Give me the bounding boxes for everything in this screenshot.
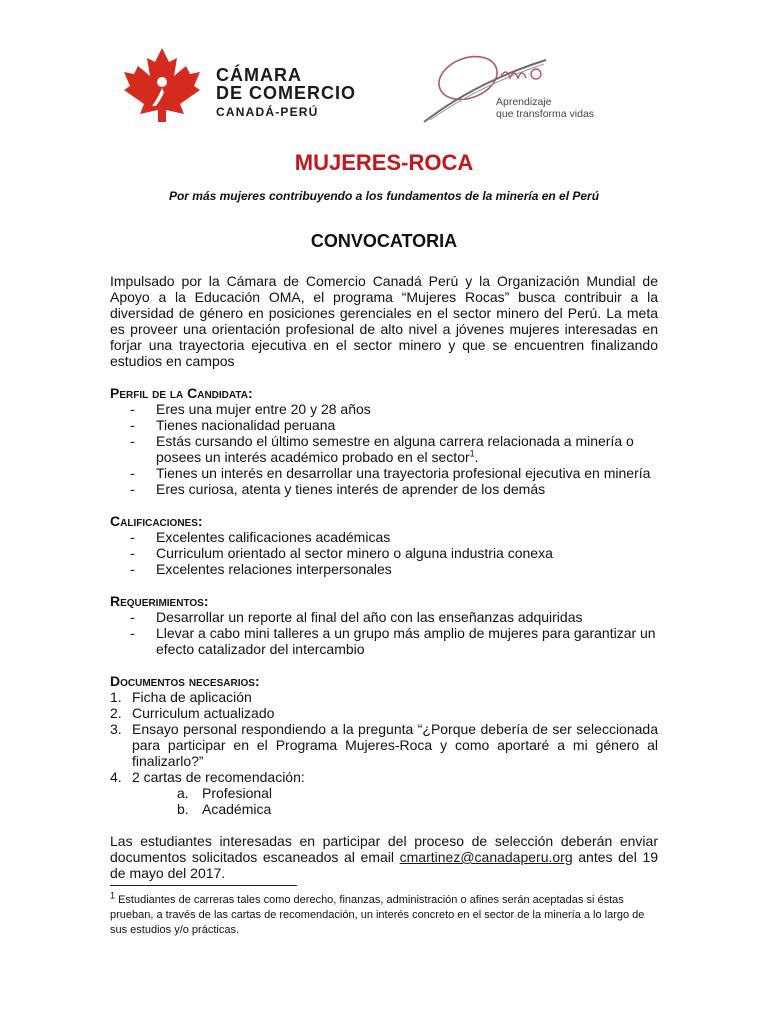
oma-tagline-2: que transforma vidas (496, 108, 595, 120)
list-item: - Eres curiosa, atenta y tienes interés de aprender de los demás (110, 481, 658, 497)
list-item: - Estás cursando el último semestre en alguna carrera relacionada a minería o posees un interés académico probado en el sector$^1$. (110, 433, 658, 465)
section-heading: Calificaciones: (110, 513, 203, 529)
section-heading: Requerimientos: (110, 593, 209, 609)
section-heading: Perfil de la Candidata: (110, 385, 253, 401)
footnote-mark: 1 (110, 890, 116, 901)
list-item: - Tienes nacionalidad peruana (110, 417, 658, 433)
oma-logo (416, 42, 620, 128)
list-item: - Llevar a cabo mini talleres a un grupo más amplio de mujeres para garantizar un efecto catalizador del intercambio (110, 625, 658, 657)
footnote (110, 890, 650, 938)
page-title: MUJERES-ROCA (294, 150, 474, 175)
sub-list-item: a. Profesional (177, 785, 273, 801)
footnote-ref: 1 (469, 448, 475, 459)
sub-list-item: b. Académica (177, 801, 272, 817)
list-item: 2. Curriculum actualizado (110, 705, 275, 721)
camara-comercio-logo (122, 46, 372, 122)
footnote-text: Estudiantes de carreras tales como derecho, finanzas, administración o afines serán aceptadas si éstas prueban, a través de las cartas de recomendación, un interés concreto en el sector de la minería a lo largo de sus estudios y/o prácticas. (110, 894, 645, 936)
list-item: 1. Ficha de aplicación (110, 689, 252, 705)
section-heading-convocatoria: CONVOCATORIA (310, 231, 458, 251)
section-calificaciones (110, 513, 658, 577)
closing-paragraph: Las estudiantes interesadas en participar del proceso de selección deberán enviar documentos solicitados escaneados al email cmartinez@canadaperu.org antes del 19 de mayo del 2017. (110, 833, 659, 881)
section-perfil (110, 385, 658, 497)
section-heading: Documentos necesarios: (110, 673, 260, 689)
section-requerimientos (110, 593, 658, 657)
footnote-divider (110, 885, 297, 886)
list-item: 3. Ensayo personal respondiendo a la pregunta “¿Porque debería de ser seleccionada para participar en el Programa Mujeres-Roca y como aportaré a mi género al finalizarlo?” (110, 721, 658, 769)
list-item: - Eres una mujer entre 20 y 28 años (110, 401, 658, 417)
logo-text-camara: CÁMARA (216, 65, 302, 85)
email-link[interactable]: cmartinez@canadaperu.org (399, 849, 573, 865)
maple-leaf-icon (122, 46, 202, 122)
list-item: - Excelentes relaciones interpersonales (110, 561, 658, 577)
logo-text-comercio: DE COMERCIO (216, 83, 357, 103)
list-item: 4. 2 cartas de recomendación: a. Profesional b. Académica (110, 769, 658, 817)
list-item: - Curriculum orientado al sector minero o alguna industria conexa (110, 545, 658, 561)
list-item: - Tienes un interés en desarrollar una trayectoria profesional ejecutiva en minería (110, 465, 658, 481)
list-item: - Desarrollar un reporte al final del año con las enseñanzas adquiridas (110, 609, 658, 625)
document-body (110, 273, 658, 895)
logo-text-canada-peru: CANADÁ-PERÚ (216, 105, 319, 119)
list-item: - Excelentes calificaciones académicas (110, 529, 658, 545)
section-documentos (110, 673, 658, 817)
page-subtitle: Por más mujeres contribuyendo a los fundamentos de la minería en el Perú (168, 189, 600, 203)
oma-tagline-1: Aprendizaje (496, 96, 552, 108)
intro-paragraph: Impulsado por la Cámara de Comercio Canadá Perú y la Organización Mundial de Apoyo a la Educación OMA, el programa “Mujeres Rocas” busca contribuir a la diversidad de género en posiciones gerenciales en el sector minero del Perú. La meta es proveer una orientación profesional de alto nivel a jóvenes mujeres interesadas en forjar una trayectoria ejecutiva en el sector minero y que se encuentren finalizando estudios en campos (110, 273, 658, 369)
